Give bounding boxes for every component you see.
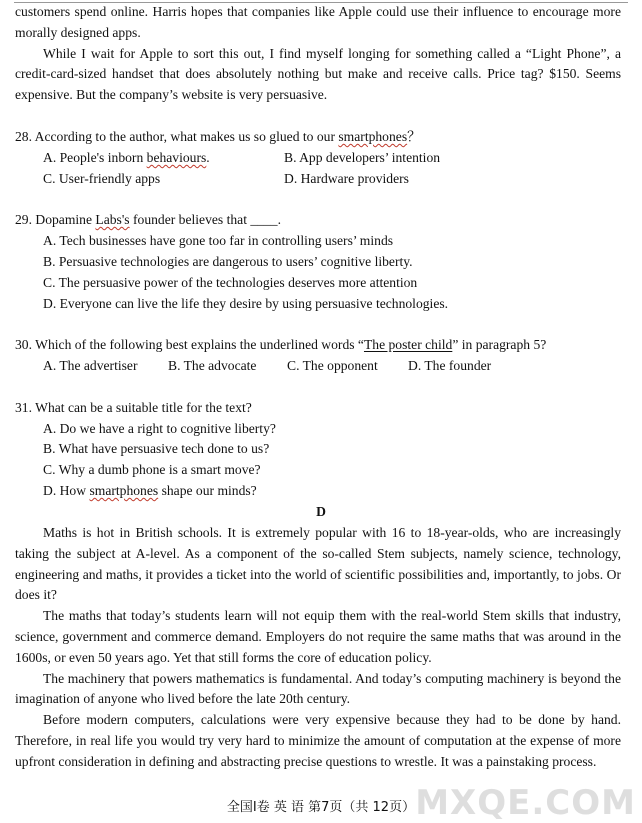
question-30-stem: 30. Which of the following best explains the underlined words “The poster child” in paragraph 5? xyxy=(15,337,547,352)
question-29-option-c: C. The persuasive power of the technologies deserves more attention xyxy=(43,275,418,290)
question-28-option-d: D. Hardware providers xyxy=(284,171,409,186)
question-28-option-a: A. People's inborn behaviours. xyxy=(43,150,210,165)
question-30-option-b: B. The advocate xyxy=(168,358,257,373)
question-29-option-b: B. Persuasive technologies are dangerous to users’ cognitive liberty. xyxy=(43,254,413,269)
passage-d-paragraph: The maths that today’s students learn will not equip them with the real-world Stem skills that industry, science, government and commerce demand. Employers do not require the same maths that was around in the 1600s, or even 50 years ago. Yet that still forms the core of education policy. xyxy=(15,608,621,665)
passage-d xyxy=(15,523,621,773)
question-28-stem: 28. According to the author, what makes us so glued to our smartphones？ xyxy=(15,129,421,144)
watermark: MXQE.COM xyxy=(415,783,636,823)
underlined-phrase: The poster child xyxy=(363,337,453,352)
question-29-stem: 29. Dopamine Labs's founder believes that ____. xyxy=(15,212,281,227)
passage-c-paragraph: customers spend online. Harris hopes that companies like Apple could use their influence to encourage more morally designed apps. xyxy=(15,4,621,40)
passage-d-paragraph: Maths is hot in British schools. It is extremely popular with 16 to 18-year-olds, who are increasingly taking the subject at A-level. As a component of the so-called Stem subjects, namely science, technology, engineering and maths, it provides a ticket into the world of scientific possibilities and, importantly, to jobs. Or does it? xyxy=(15,525,621,603)
question-30-option-a: A. The advertiser xyxy=(43,358,138,373)
wavy-underlined-word: smartphones xyxy=(338,129,408,144)
question-29-option-d: D. Everyone can live the life they desire by using persuasive technologies. xyxy=(43,296,449,311)
question-31-stem: 31. What can be a suitable title for the text? xyxy=(15,400,252,415)
wavy-underlined-word: Labs's xyxy=(95,212,130,227)
question-30-option-d: D. The founder xyxy=(408,358,492,373)
question-31-option-a: A. Do we have a right to cognitive liberty? xyxy=(43,421,276,436)
page-footer: 全国I卷 英 语 第7页（共 12页） xyxy=(226,800,416,815)
question-28-option-c: C. User-friendly apps xyxy=(43,171,161,186)
wavy-underlined-word: behaviours xyxy=(146,150,207,165)
passage-c-paragraph: While I wait for Apple to sort this out, I find myself longing for something called a “Light Phone”, a credit-card-sized handset that does absolutely nothing but make and receive calls. Price tag? $150. Seems expensive. But the company’s website is very persuasive. xyxy=(15,45,621,103)
passage-c-ending xyxy=(15,2,621,106)
wavy-underlined-word: smartphones xyxy=(89,483,159,498)
question-31-option-b: B. What have persuasive tech done to us? xyxy=(43,441,270,456)
question-31-option-d: D. How smartphones shape our minds? xyxy=(43,483,257,498)
passage-d-paragraph: The machinery that powers mathematics is fundamental. And today’s computing machinery is beyond the imagination of anyone who lived before the late 20th century. xyxy=(15,670,621,707)
passage-d-paragraph: Before modern computers, calculations were very expensive because they had to be done by hand. Therefore, in real life you would try very hard to minimize the amount of computation at the expense of more upfront consideration in defining and abstracting precise questions to wrestle. It was a painstaking process. xyxy=(15,712,621,769)
question-29-option-a: A. Tech businesses have gone too far in controlling users’ minds xyxy=(43,233,394,248)
question-30-option-c: C. The opponent xyxy=(287,358,378,373)
section-d-heading: D xyxy=(316,504,326,519)
question-31-option-c: C. Why a dumb phone is a smart move? xyxy=(43,462,261,477)
question-28-option-b: B. App developers’ intention xyxy=(284,150,441,165)
